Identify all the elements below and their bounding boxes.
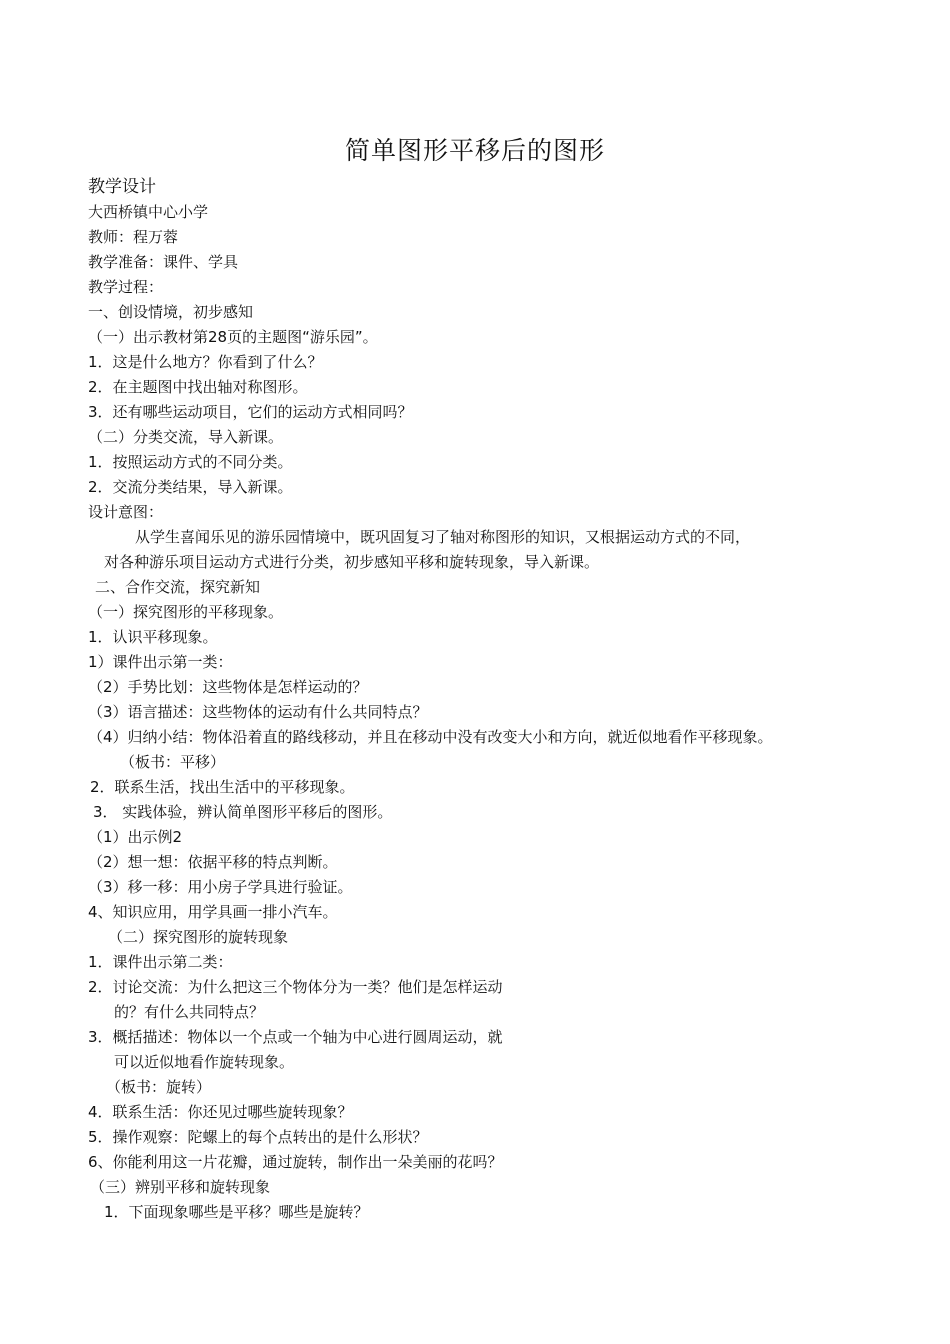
- design-intent-heading: 设计意图：: [88, 503, 164, 521]
- part-one-sub-one: （一）出示教材第28页的主题图“游乐园”。: [88, 328, 378, 346]
- list-item: 6、你能利用这一片花瓣，通过旋转，制作出一朵美丽的花吗？: [88, 1153, 503, 1171]
- list-item: 4．联系生活：你还见过哪些旋转现象？: [88, 1103, 353, 1121]
- board-note-rotation: （板书：旋转）: [106, 1078, 212, 1096]
- list-item: 2．联系生活，找出生活中的平移现象。: [90, 778, 355, 796]
- part-two-heading: 二、合作交流，探究新知: [95, 578, 261, 596]
- part-two-sub-one: （一）探究图形的平移现象。: [88, 603, 284, 621]
- school-name: 大西桥镇中心小学: [88, 203, 209, 221]
- list-item: 3．概括描述：物体以一个点或一个轴为中心进行圆周运动，就: [88, 1028, 503, 1046]
- list-item: 1）课件出示第一类：: [88, 653, 233, 671]
- process-heading: 教学过程：: [88, 278, 164, 296]
- list-item: 3． 实践体验，辨认简单图形平移后的图形。: [93, 803, 393, 821]
- list-item: 2．在主题图中找出轴对称图形。: [88, 378, 308, 396]
- list-item-cont: 的？有什么共同特点？: [114, 1003, 265, 1021]
- part-one-sub-two: （二）分类交流，导入新课。: [88, 428, 284, 446]
- list-item: 1．认识平移现象。: [88, 628, 218, 646]
- list-item: 5．操作观察：陀螺上的每个点转出的是什么形状？: [88, 1128, 428, 1146]
- list-item: （3）语言描述：这些物体的运动有什么共同特点？: [88, 703, 428, 721]
- list-item: （2）想一想：依据平移的特点判断。: [88, 853, 338, 871]
- list-item: 1．按照运动方式的不同分类。: [88, 453, 293, 471]
- design-intent-text-cont: 对各种游乐项目运动方式进行分类，初步感知平移和旋转现象，导入新课。: [104, 553, 600, 571]
- part-two-sub-two: （二）探究图形的旋转现象: [108, 928, 289, 946]
- teacher-line: 教师：程万蓉: [88, 228, 179, 246]
- list-item: 2．交流分类结果，导入新课。: [88, 478, 293, 496]
- list-item-cont: 可以近似地看作旋转现象。: [114, 1053, 295, 1071]
- document-title: 简单图形平移后的图形: [344, 136, 605, 165]
- list-item: 4、知识应用，用学具画一排小汽车。: [88, 903, 338, 921]
- list-item: 1．课件出示第二类：: [88, 953, 233, 971]
- design-intent-text: 从学生喜闻乐见的游乐园情境中，既巩固复习了轴对称图形的知识，又根据运动方式的不同，: [135, 528, 751, 546]
- list-item: （3）移一移：用小房子学具进行验证。: [88, 878, 353, 896]
- list-item: 1．这是什么地方？你看到了什么？: [88, 353, 323, 371]
- part-one-heading: 一、创设情境，初步感知: [88, 303, 254, 321]
- list-item: （4）归纳小结：物体沿着直的路线移动，并且在移动中没有改变大小和方向，就近似地看作平移现象。: [88, 728, 773, 746]
- list-item: 2．讨论交流：为什么把这三个物体分为一类？他们是怎样运动: [88, 978, 503, 996]
- preparation-line: 教学准备：课件、学具: [88, 253, 239, 271]
- board-note-translation: （板书：平移）: [120, 753, 226, 771]
- list-item: 1．下面现象哪些是平移？哪些是旋转？: [104, 1203, 369, 1221]
- part-two-sub-three: （三）辨别平移和旋转现象: [90, 1178, 271, 1196]
- section-heading-teaching-design: 教学设计: [88, 177, 156, 197]
- list-item: 3．还有哪些运动项目，它们的运动方式相同吗？: [88, 403, 413, 421]
- list-item: （1）出示例2: [88, 828, 183, 846]
- list-item: （2）手势比划：这些物体是怎样运动的？: [88, 678, 368, 696]
